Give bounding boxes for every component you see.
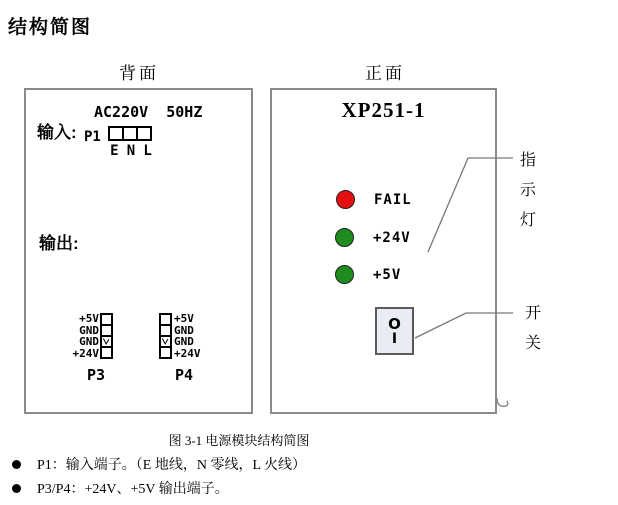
list-item [10,476,306,500]
plus24v-led [335,228,354,247]
p4-pin-label: GND [174,335,194,348]
p4-connector-name: P4 [174,366,194,384]
bullet-icon [12,484,21,493]
back-panel [24,88,253,414]
power-switch[interactable] [375,307,414,355]
led-row-fail [336,190,412,209]
p3-pin-label: +24V [72,346,99,360]
p1-pin-labels [106,143,156,159]
p1-connector [108,126,152,141]
p3-connector-name: P3 [86,366,106,384]
page-title: 结构简图 [8,17,93,38]
bullet-icon [12,460,21,469]
plus5v-led-label: +5V [373,266,402,283]
p3-pin-label: GND [79,335,99,348]
key-notch-icon [161,337,170,346]
switch-label: 开关 [524,305,541,352]
plus5v-led [335,265,354,284]
front-panel-caption: 正面 [365,64,405,83]
p3-pin [100,346,113,359]
key-notch-icon [102,337,111,346]
p1-pin-l [136,126,152,141]
p4-connector [159,313,172,359]
switch-off-mark: O [388,314,401,333]
notes-list [10,452,306,500]
p3-pin-labels [59,313,99,359]
p1-pin-label-n: N [126,143,136,159]
figure-caption: 图 3-1 电源模块结构简图 [168,433,310,448]
p4-pin [159,346,172,359]
power-rating: AC220V 50HZ [94,103,203,121]
plus24v-led-label: +24V [373,229,411,246]
switch-on-mark: I [391,330,398,347]
p1-pin-label-l: L [143,143,152,159]
indicator-lights-label: 指示灯 [519,152,536,229]
led-row-24v [335,228,411,247]
p3-pin-label: +5V [79,312,99,325]
output-label: 输出: [39,234,79,253]
list-item [10,452,306,476]
p4-pin-label: +24V [174,346,201,360]
p4-pin-label: +5V [174,312,194,325]
fail-led-label: FAIL [374,191,412,208]
model-number: XP251-1 [341,98,426,122]
p1-pin-label-e: E [110,143,119,159]
note-text: P1：输入端子。（E 地线，N 零线，L 火线） [37,458,306,473]
p3-pin-label: GND [79,323,99,337]
p4-pin-label: GND [174,323,194,337]
p4-pin-labels [174,313,201,359]
back-panel-caption: 背面 [119,64,159,83]
note-text: P3/P4：+24V、+5V 输出端子。 [37,482,229,497]
front-panel [270,88,497,414]
p3-connector [100,313,113,359]
p1-connector-name: P1 [84,129,101,145]
fail-led [336,190,355,209]
input-label: 输入: [37,123,77,142]
led-row-5v [335,265,401,284]
